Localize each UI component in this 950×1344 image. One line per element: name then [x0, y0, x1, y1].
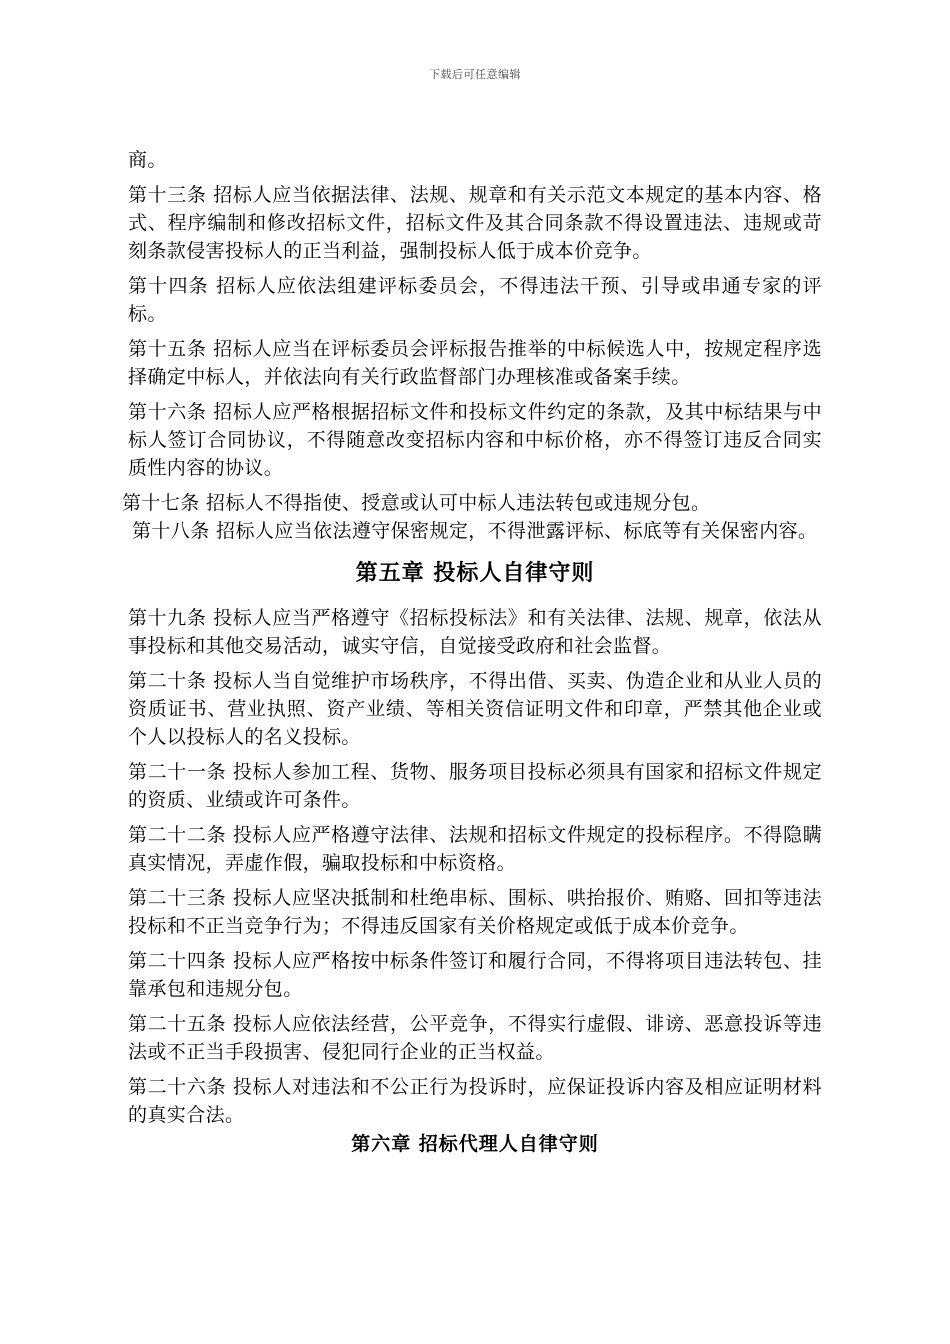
- article-16: 第十六条 招标人应严格根据招标文件和投标文件约定的条款，及其中标结果与中标人签订合同协议，不得随意改变招标内容和中标价格，亦不得签订违反合同实质性内容的协议。: [128, 401, 822, 479]
- article-13: 第十三条 招标人应当依据法律、法规、规章和有关示范文本规定的基本内容、格式、程序编制和修改招标文件，招标文件及其合同条款不得设置违法、违规或苛刻条款侵害投标人的正当利益，强制投标人低于成本价竞争。: [128, 184, 822, 262]
- document-body: [122, 146, 822, 1157]
- article-22: 第二十二条 投标人应严格遵守法律、法规和招标文件规定的投标程序。不得隐瞒真实情况，弄虚作假，骗取投标和中标资格。: [128, 824, 822, 874]
- article-23: 第二十三条 投标人应坚决抵制和杜绝串标、围标、哄抬报价、贿赂、回扣等违法投标和不正当竞争行为；不得违反国家有关价格规定或低于成本价竞争。: [128, 887, 822, 937]
- page-header: 下载后可任意编辑: [429, 68, 521, 81]
- paragraph-continuation: 商。: [128, 149, 167, 171]
- chapter-5-title: 第五章 投标人自律守则: [355, 561, 595, 586]
- article-18: 第十八条 招标人应当依法遵守保密规定，不得泄露评标、标底等有关保密内容。: [132, 520, 818, 542]
- article-21: 第二十一条 投标人参加工程、货物、服务项目投标必须具有国家和招标文件规定的资质、业绩或许可条件。: [128, 761, 822, 811]
- article-19: 第十九条 投标人应当严格遵守《招标投标法》和有关法律、法规、规章，依法从事投标和其他交易活动，诚实守信，自觉接受政府和社会监督。: [128, 607, 822, 657]
- article-26: 第二十六条 投标人对违法和不公正行为投诉时，应保证投诉内容及相应证明材料的真实合法。: [128, 1076, 822, 1126]
- article-17: 第十七条 招标人不得指使、授意或认可中标人违法转包或违规分包。: [122, 492, 711, 514]
- chapter-6-title: 第六章 招标代理人自律守则: [351, 1133, 599, 1155]
- article-14: 第十四条 招标人应依法组建评标委员会，不得违法干预、引导或串通专家的评标。: [128, 275, 822, 325]
- article-20: 第二十条 投标人当自觉维护市场秩序，不得出借、买卖、伪造企业和从业人员的资质证书、营业执照、资产业绩、等相关资信证明文件和印章，严禁其他企业或个人以投标人的名义投标。: [128, 670, 822, 748]
- article-24: 第二十四条 投标人应严格按中标条件签订和履行合同，不得将项目违法转包、挂靠承包和违规分包。: [128, 950, 822, 1000]
- article-25: 第二十五条 投标人应依法经营，公平竞争，不得实行虚假、诽谤、恶意投诉等违法或不正当手段损害、侵犯同行企业的正当权益。: [128, 1013, 822, 1063]
- article-15: 第十五条 招标人应当在评标委员会评标报告推举的中标候选人中，按规定程序选择确定中标人，并依法向有关行政监督部门办理核准或备案手续。: [128, 338, 822, 388]
